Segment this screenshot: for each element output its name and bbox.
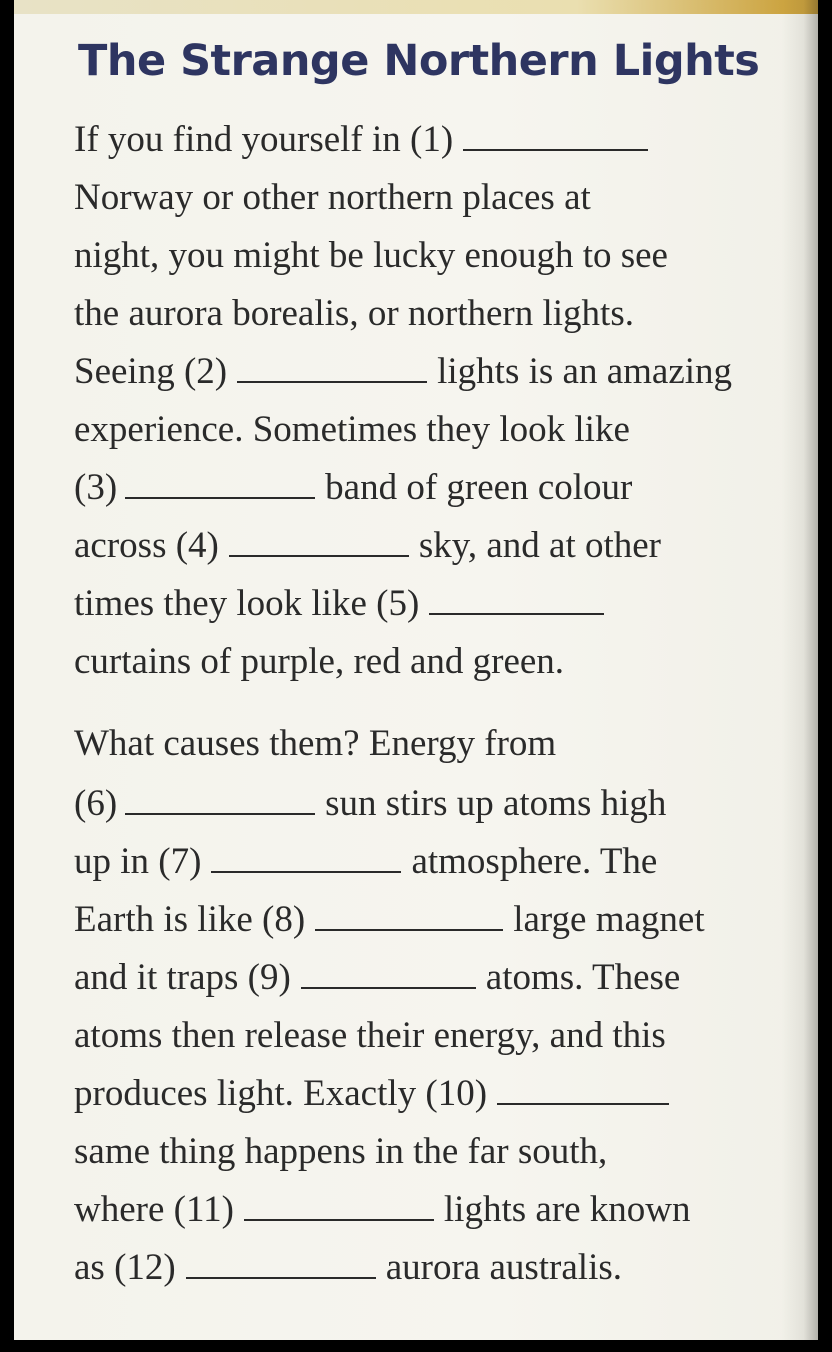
text-line	[74, 234, 668, 278]
text-line	[74, 292, 634, 336]
text-line	[74, 956, 680, 1000]
line-text: band of green colour	[325, 467, 633, 508]
line-text: sun stirs up atoms high	[325, 783, 667, 824]
worksheet-page	[14, 0, 818, 1340]
text-line	[74, 640, 564, 684]
text-line	[74, 1014, 666, 1058]
line-text: atoms. These	[485, 957, 681, 998]
text-line	[74, 782, 666, 826]
text-line	[74, 350, 732, 394]
text-line	[74, 1130, 607, 1174]
line-text: atmosphere. The	[411, 841, 658, 882]
line-text: Earth is like (8)	[74, 899, 306, 940]
line-text: What causes them? Energy from	[74, 723, 557, 764]
text-line	[74, 466, 632, 510]
line-text: atoms then release their energy, and this	[74, 1015, 666, 1056]
gap-blank-8[interactable]	[315, 899, 503, 931]
line-text: lights are known	[443, 1189, 691, 1230]
gap-blank-7[interactable]	[211, 841, 401, 873]
gap-blank-11[interactable]	[244, 1189, 434, 1221]
line-text: and it traps (9)	[74, 957, 291, 998]
line-text: (3)	[74, 467, 118, 508]
text-line	[74, 1188, 691, 1232]
line-text: as (12)	[74, 1247, 176, 1288]
gap-blank-10[interactable]	[497, 1073, 669, 1105]
line-text: (6)	[74, 783, 118, 824]
line-text: Seeing (2)	[74, 351, 228, 392]
gap-blank-12[interactable]	[186, 1247, 376, 1279]
gap-blank-6[interactable]	[125, 783, 315, 815]
page-shadow	[782, 0, 818, 1340]
gap-blank-2[interactable]	[237, 351, 427, 383]
text-line	[74, 176, 591, 220]
text-line	[74, 118, 652, 162]
line-text: If you find yourself in (1)	[74, 119, 454, 160]
line-text: curtains of purple, red and green.	[74, 641, 565, 682]
line-text: Norway or other northern places at	[74, 177, 591, 218]
text-line	[74, 898, 705, 942]
text-line	[74, 408, 630, 452]
text-line	[74, 1072, 673, 1116]
text-line	[74, 722, 556, 766]
text-line	[74, 524, 661, 568]
gap-blank-9[interactable]	[301, 957, 476, 989]
text-line	[74, 582, 608, 626]
line-text: times they look like (5)	[74, 583, 420, 624]
line-text: experience. Sometimes they look like	[74, 409, 630, 450]
line-text: produces light. Exactly (10)	[74, 1073, 488, 1114]
line-text: night, you might be lucky enough to see	[74, 235, 668, 276]
line-text: aurora australis.	[385, 1247, 623, 1288]
gap-blank-1[interactable]	[463, 119, 648, 151]
line-text: where (11)	[74, 1189, 234, 1230]
line-text: large magnet	[513, 899, 705, 940]
page-title: The Strange Northern Lights	[78, 36, 760, 86]
gap-blank-4[interactable]	[229, 525, 409, 557]
text-line	[74, 840, 657, 884]
line-text: same thing happens in the far south,	[74, 1131, 608, 1172]
line-text: the aurora borealis, or northern lights.	[74, 293, 634, 334]
line-text: across (4)	[74, 525, 219, 566]
line-text: sky, and at other	[418, 525, 662, 566]
gap-blank-3[interactable]	[125, 467, 315, 499]
top-edge-strip	[14, 0, 818, 14]
line-text: up in (7)	[74, 841, 202, 882]
text-line	[74, 1246, 622, 1290]
line-text: lights is an amazing	[437, 351, 733, 392]
gap-blank-5[interactable]	[429, 583, 604, 615]
